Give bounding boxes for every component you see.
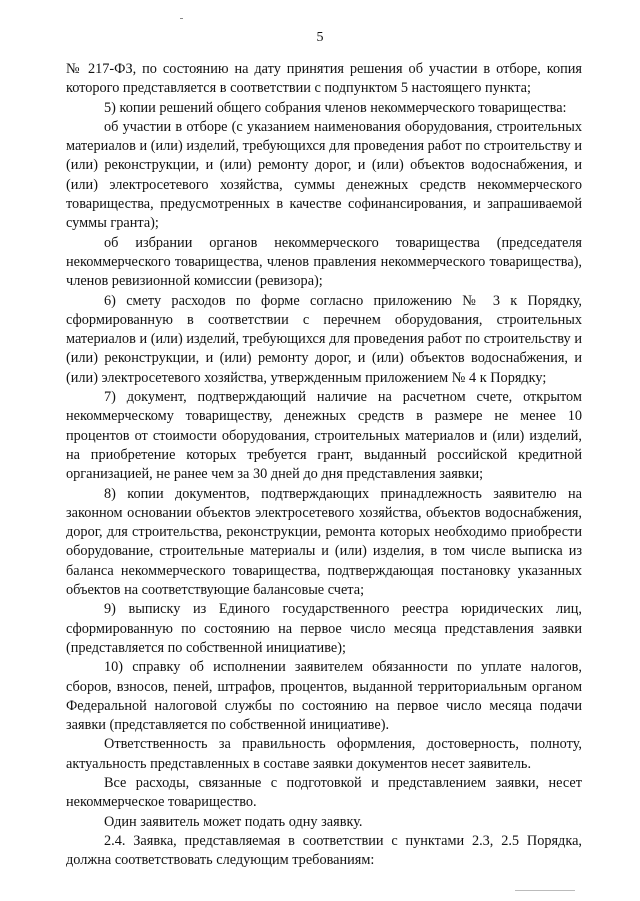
paragraph-continuation-217fz: № 217-ФЗ, по состоянию на дату принятия решения об участии в отборе, копия которого представляется в соответствии с подпунктом 5 настоящего пункта; xyxy=(66,61,582,97)
paragraph-item-9-egrul-extract: 9) выписку из Единого государственного реестра юридических лиц, сформированную по состоянию на первое число месяца представления заявки (представляется по собственной инициативе); xyxy=(66,601,582,656)
document-body xyxy=(66,60,582,870)
paragraph-responsibility: Ответственность за правильность оформления, достоверность, полноту, актуальность представленных в составе заявки документов несет заявитель. xyxy=(66,736,582,772)
paragraph-one-application: Один заявитель может подать одну заявку. xyxy=(104,813,363,830)
paragraph-item-7-bank-document: 7) документ, подтверждающий наличие на расчетном счете, открытом некоммерческому товариществу, денежных средств в размере не менее 10 процентов от стоимости оборудования, строительных материалов и (или) изделий, на приобретение которых требуется грант, выданный российской кредитной организацией, не ранее чем за 30 дней до дня представления заявки; xyxy=(66,389,582,483)
paragraph-participation-decision: об участии в отборе (с указанием наименования оборудования, строительных материалов и (или) изделий, требующихся для проведения работ по строительству и (или) реконструкции, и (или) ремонту дорог, и (или) объектов водоснабжения, и (или) электросетевого хозяйства, суммы денежных средств некоммерческого товарищества, предусмотренных в качестве софинансирования, и запрашиваемой суммы гранта); xyxy=(66,118,582,232)
page-number: 5 xyxy=(316,30,324,45)
scan-artifact-bottom xyxy=(515,890,575,891)
paragraph-section-2-4: 2.4. Заявка, представляемая в соответствии с пунктами 2.3, 2.5 Порядка, должна соответствовать следующим требованиям: xyxy=(66,832,582,869)
paragraph-item-5-decisions: 5) копии решений общего собрания членов некоммерческого товарищества: xyxy=(104,99,567,116)
paragraph-item-6-estimate: 6) смету расходов по форме согласно приложению № 3 к Порядку, сформированную в соответствии с перечнем оборудования, строительных материалов и (или) изделий, требующихся для проведения работ по строительству и (или) реконструкции, и (или) ремонту дорог, и (или) объектов водоснабжения, и (или) электросетевого хозяйства, утвержденным приложением № 4 к Порядку; xyxy=(66,292,582,386)
paragraph-item-8-ownership-documents: 8) копии документов, подтверждающих принадлежность заявителю на законном основании объектов электросетевого хозяйства, объектов водоснабжения, дорог, для строительства, реконструкции, ремонта которых необходимо приобрести оборудование, строительные материалы и (или) изделия, в том числе выписка из баланса некоммерческого товарищества, подтверждающая постановку указанных объектов на соответствующие балансовые счета; xyxy=(66,485,582,599)
paragraph-election-decision: об избрании органов некоммерческого товарищества (председателя некоммерческого товарищества, членов правления некоммерческого товарищества), членов ревизионной комиссии (ревизора); xyxy=(66,234,582,290)
scan-artifact-top xyxy=(180,18,183,19)
paragraph-expenses: Все расходы, связанные с подготовкой и представлением заявки, несет некоммерческое товарищество. xyxy=(66,774,582,811)
paragraph-item-10-tax-certificate: 10) справку об исполнении заявителем обязанности по уплате налогов, сборов, взносов, пеней, штрафов, процентов, выданной территориальным органом Федеральной налоговой службы по состоянию на первое число месяца подачи заявки (представляется по собственной инициативе). xyxy=(66,659,582,734)
